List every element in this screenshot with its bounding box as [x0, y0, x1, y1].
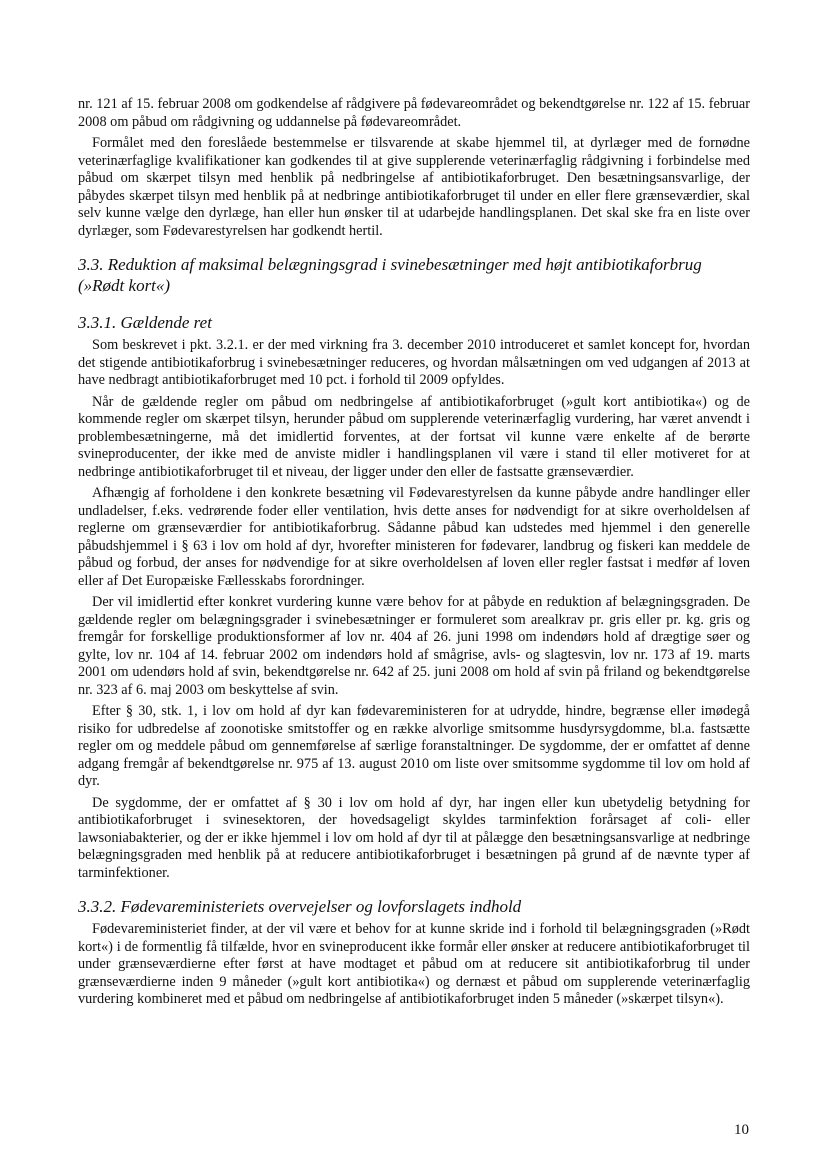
subsection-heading-3-3-1: 3.3.1. Gældende ret — [78, 313, 212, 332]
paragraph-diseases: De sygdomme, der er omfattet af § 30 i lov om hold af dyr, har ingen eller kun ubetydelig betydning for antibiotikaforbruget i svinesektoren, der hovedsageligt skyldes tarminfektion forårsaget af coli- eller lawsoniabakterier, og der er ikke hjemmel i lov om hold af dyr til at pålægge den besætningsansvarlige at nedbringe belægningsgraden med henblik på at reducere antibiotikaforbruget i besætningen på grund af de nævnte typer af tarminfektioner. — [78, 794, 750, 881]
section-heading-3-3: 3.3. Reduktion af maksimal belægningsgrad i svinebesætninger med højt antibiotikaforbrug (»Rødt kort«) — [78, 255, 702, 295]
paragraph-concept: Som beskrevet i pkt. 3.2.1. er der med virkning fra 3. december 2010 introduceret et samlet koncept for, hvordan det stigende antibiotikaforbrug i svinebesætninger reduceres, og hvordan målsætningen om ved udgangen af 2013 at have nedbragt antibiotikaforbruget med 10 pct. i forhold til 2009 opfyldes. — [78, 337, 750, 388]
subsection-heading-3-3-2: 3.3.2. Fødevareministeriets overvejelser og lovforslagets indhold — [78, 897, 522, 916]
paragraph-stocking-density: Der vil imidlertid efter konkret vurdering kunne være behov for at påbyde en reduktion af belægningsgraden. De gældende regler om belægningsgrader i svinebesætninger er formuleret som arealkrav pr. gris eller pr. kg. gris og fremgår for forskellige produktionsformer af lov nr. 404 af 26. juni 1998 om indendørs hold af drægtige søer og gylte, lov nr. 104 af 14. februar 2002 om indendørs hold af smågrise, avls- og slagtesvin, lov nr. 173 af 19. marts 2001 om udendørs hold af svin, bekendtgørelse nr. 642 af 25. juni 2008 om hold af svin på friland og bekendtgørelse nr. 323 af 6. maj 2003 om beskyttelse af svin. — [78, 594, 750, 698]
paragraph-orders: Afhængig af forholdene i den konkrete besætning vil Fødevarestyrelsen da kunne påbyde andre handlinger eller undladelser, f.eks. vedrørende foder eller ventilation, hvis dette anses for nødvendigt for at sikre overholdelsen af reglerne om grænseværdier for antibiotikaforbrug. Sådanne påbud kan udstedes med hjemmel i den generelle påbudshjemmel i § 63 i lov om hold af dyr, hvorefter ministeren for fødevarer, landbrug og fiskeri kan meddele de påbud og forbud, der anses for nødvendige for at sikre overholdelsen af loven eller regler fastsat i medfør af loven eller af Det Europæiske Fællesskabs forordninger. — [78, 485, 750, 589]
paragraph-purpose: Formålet med den foreslåede bestemmelse er tilsvarende at skabe hjemmel til, at dyrlæger med de fornødne veterinærfaglige kvalifikationer kan godkendes til at give supplerende veterinærfaglig rådgivning i forbindelse med påbud om skærpet tilsyn med henblik på nedbringelse af antibiotikaforbruget. Den besætningsansvarlige, der påbydes skærpet tilsyn med henblik på at nedbringe antibiotikaforbruget til under en eller flere grænseværdier, skal selv kunne vælge den dyrlæge, han eller hun ønsker til at udarbejde handlingsplanen. Det skal ske fra en liste over dyrlæger, som Fødevarestyrelsen har godkendt hertil. — [78, 135, 750, 239]
paragraph-yellow-card: Når de gældende regler om påbud om nedbringelse af antibiotikaforbruget (»gult kort antibiotika«) og de kommende regler om skærpet tilsyn, herunder påbud om supplerende veterinærfaglig vurdering, har været anvendt i problembesætningerne, må det imidlertid forventes, at der fortsat vil kunne være enkelte af de berørte svineproducenter, der ikke med de anviste midler i handlingsplanen vil være i stand til eller motiveret for at nedbringe antibiotikaforbruget til et niveau, der ligger under den eller de fastsatte grænseværdier. — [78, 393, 750, 480]
page-number: 10 — [734, 1122, 749, 1138]
document-page — [78, 96, 750, 1013]
paragraph-intro: nr. 121 af 15. februar 2008 om godkendelse af rådgivere på fødevareområdet og bekendtgørelse nr. 122 af 15. februar 2008 om påbud om rådgivning og uddannelse på fødevareområdet. — [78, 96, 750, 130]
paragraph-section-30: Efter § 30, stk. 1, i lov om hold af dyr kan fødevareministeren for at udrydde, hindre, begrænse eller imødegå risiko for udbredelse af zoonotiske smitstoffer og en række alvorlige smitsomme husdyrsygdomme, bl.a. fastsætte regler om og meddele påbud om gennemførelse af særlige foranstaltninger. De sygdomme, der er omfattet af denne adgang fremgår af bekendtgørelse nr. 975 af 13. august 2010 om liste over smitsomme sygdomme til lov om hold af dyr. — [78, 703, 750, 789]
paragraph-ministry: Fødevareministeriet finder, at der vil være et behov for at kunne skride ind i forhold til belægningsgraden (»Rødt kort«) i de formentlig få tilfælde, hvor en svineproducent ikke formår eller ønsker at reducere antibiotikaforbruget til under grænseværdierne efter først at have modtaget et påbud om at reducere sit antibiotikaforbrug til under grænseværdierne inden 9 måneder (»gult kort antibiotika«) og dernæst et påbud om supplerende veterinærfaglig vurdering kombineret med et påbud om nedbringelse af antibiotikaforbruget inden 5 måneder (»skærpet tilsyn«). — [78, 921, 750, 1007]
